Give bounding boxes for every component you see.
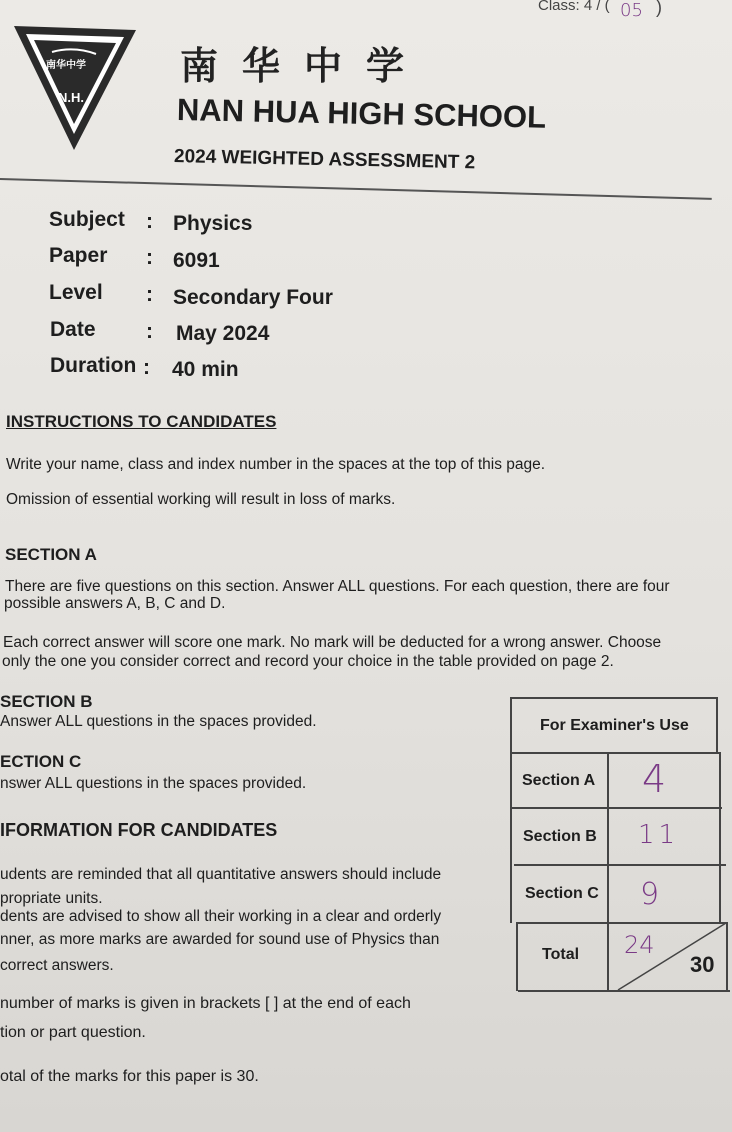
info-colon: : (146, 283, 153, 306)
info-value-subject: Physics (173, 212, 253, 235)
information-text: correct answers. (0, 957, 114, 974)
score-section-c: 9 (640, 877, 660, 912)
section-a-text: There are five questions on this section. Answer ALL questions. For each question, there are four (5, 578, 670, 595)
info-colon: : (146, 210, 153, 233)
section-a-heading: SECTION A (5, 545, 97, 564)
section-a-text: Each correct answer will score one mark. No mark will be deducted for a wrong answer. Choose (3, 634, 662, 651)
info-colon: : (143, 356, 150, 379)
row-label-section-b: Section B (523, 828, 597, 845)
information-text: tion or part question. (0, 1024, 146, 1041)
assessment-title: 2024 WEIGHTED ASSESSMENT 2 (173, 146, 476, 174)
instructions-line-2: Omission of essential working will result in loss of marks. (6, 491, 396, 508)
class-label: Class: 4 / ( (538, 0, 610, 14)
school-logo (12, 22, 138, 152)
info-value-paper: 6091 (173, 249, 220, 272)
information-text: udents are reminded that all quantitative answers should include (0, 866, 442, 883)
class-close: ) (656, 0, 662, 17)
info-label-level: Level (49, 281, 103, 304)
header-divider (0, 178, 712, 199)
information-text: otal of the marks for this paper is 30. (0, 1068, 259, 1085)
info-label-duration: Duration (50, 354, 137, 377)
info-label-subject: Subject (49, 208, 125, 231)
total-score: 24 (624, 931, 655, 959)
row-label-total: Total (542, 946, 580, 963)
score-section-a: 4 (642, 757, 667, 801)
school-name: NAN HUA HIGH SCHOOL (176, 92, 547, 135)
total-max: 30 (690, 952, 715, 977)
score-section-b: 11 (638, 820, 680, 850)
table-title: For Examiner's Use (540, 717, 689, 734)
section-b-text: Answer ALL questions in the spaces provided. (0, 713, 317, 730)
section-c-text: nswer ALL questions in the spaces provided. (0, 775, 307, 792)
school-name-chinese: 南华中学 (180, 43, 429, 88)
section-b-heading: SECTION B (0, 692, 93, 711)
section-c-heading: ECTION C (0, 752, 82, 771)
information-text: number of marks is given in brackets [ ] at the end of each (0, 995, 411, 1012)
information-text: propriate units. (0, 890, 103, 907)
class-number-handwritten: 05 (620, 0, 643, 21)
information-text: nner, as more marks are awarded for sound use of Physics than (0, 931, 440, 948)
information-heading: IFORMATION FOR CANDIDATES (0, 820, 278, 840)
info-label-paper: Paper (49, 244, 108, 267)
instructions-line-1: Write your name, class and index number in the spaces at the top of this page. (6, 456, 546, 473)
row-label-section-c: Section C (525, 885, 599, 902)
section-a-text: only the one you consider correct and record your choice in the table provided on page 2. (2, 653, 614, 670)
logo-initials: N.H. (58, 90, 84, 105)
row-label-section-a: Section A (522, 772, 596, 789)
info-value-date: May 2024 (176, 322, 270, 345)
logo-text-cn: 南华中学 (46, 60, 86, 71)
info-value-level: Secondary Four (173, 286, 333, 309)
instructions-heading: INSTRUCTIONS TO CANDIDATES (6, 412, 277, 431)
info-colon: : (146, 246, 153, 269)
info-label-date: Date (50, 318, 96, 341)
information-text: dents are advised to show all their working in a clear and orderly (0, 908, 442, 925)
info-value-duration: 40 min (172, 358, 239, 381)
examiner-use-table (510, 697, 728, 993)
section-a-text: possible answers A, B, C and D. (4, 595, 226, 612)
info-colon: : (146, 320, 153, 343)
